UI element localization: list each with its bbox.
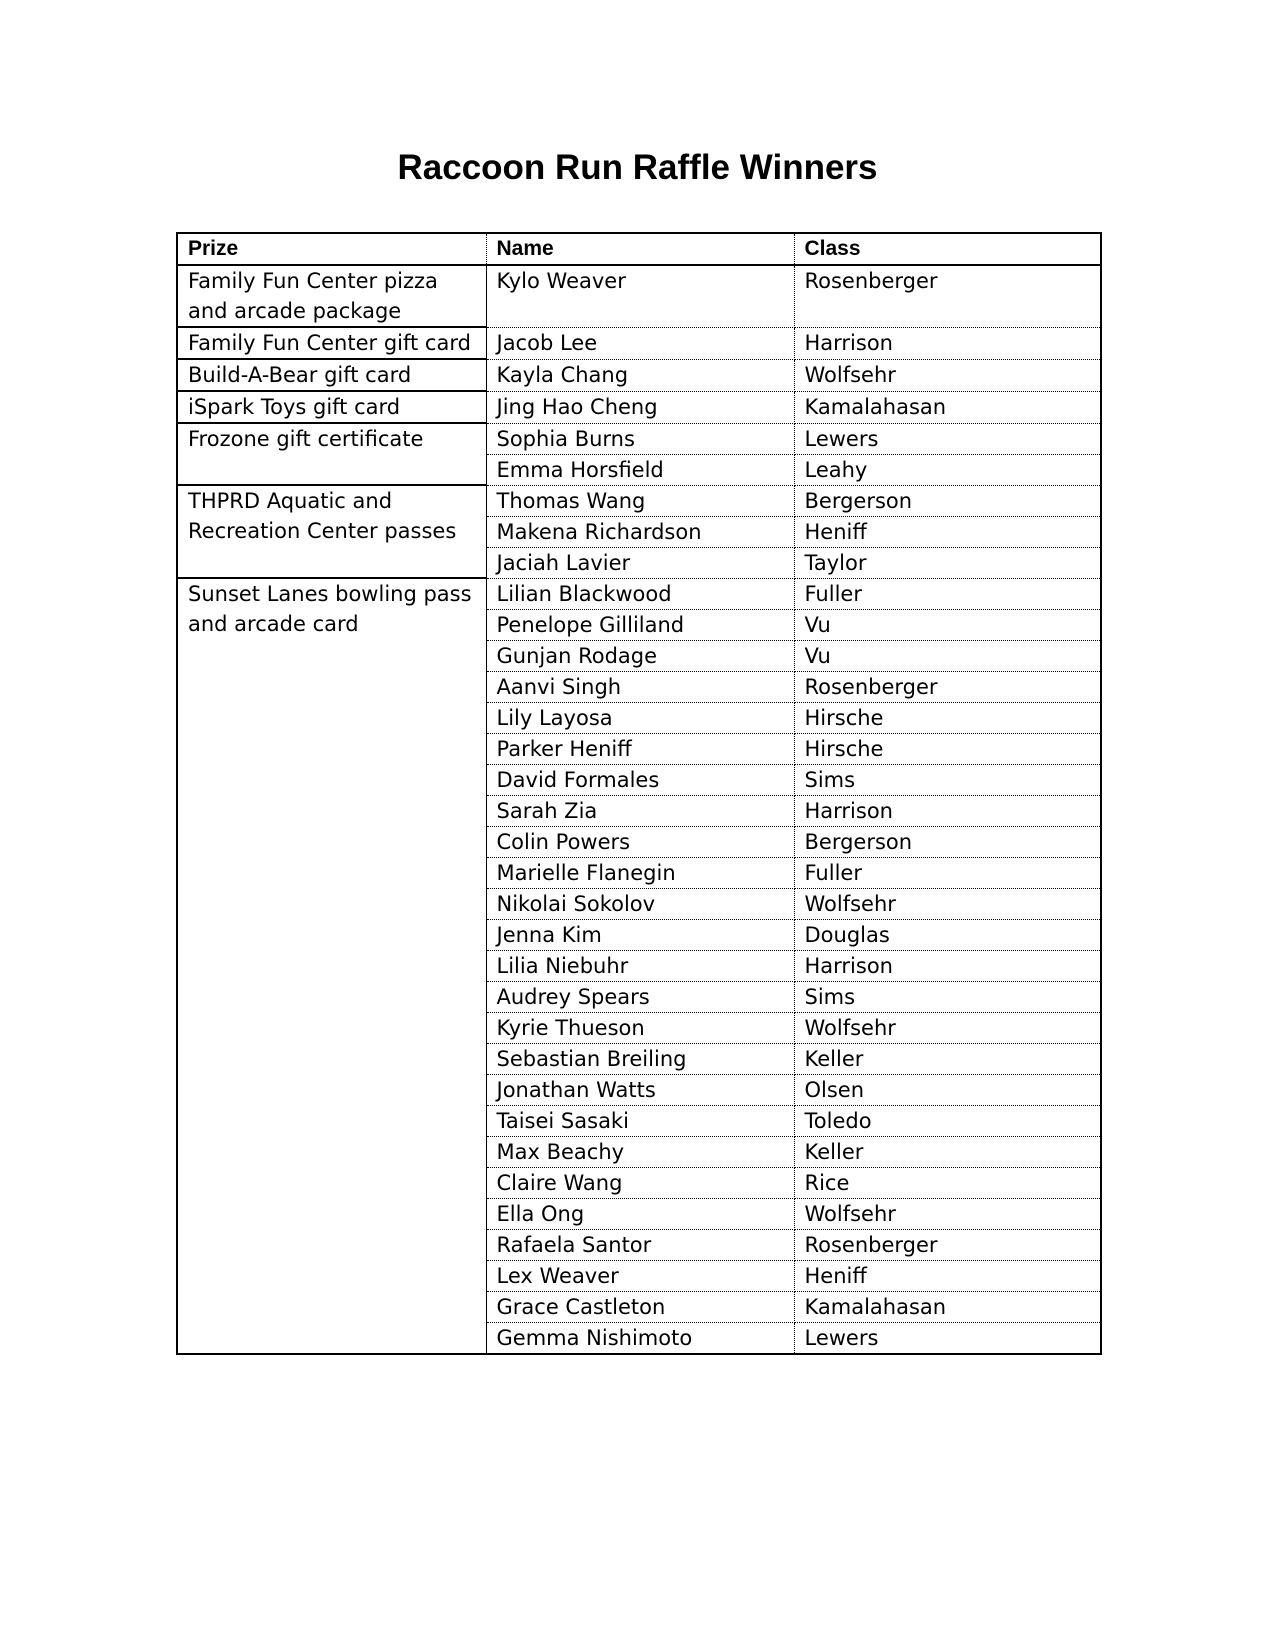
winner-class-cell: Keller xyxy=(794,1136,1101,1167)
winner-class-cell: Kamalahasan xyxy=(794,1291,1101,1322)
winner-name-cell: Gunjan Rodage xyxy=(486,640,794,671)
prize-cell: Sunset Lanes bowling pass and arcade card xyxy=(177,578,486,1354)
winners-table-body xyxy=(177,265,1101,1354)
prize-cell: THPRD Aquatic and Recreation Center passes xyxy=(177,485,486,578)
winner-name-cell: Taisei Sasaki xyxy=(486,1105,794,1136)
winner-name-cell: Thomas Wang xyxy=(486,485,794,516)
winner-class-cell: Leahy xyxy=(794,454,1101,485)
winner-class-cell: Douglas xyxy=(794,919,1101,950)
winner-name-cell: Kyrie Thueson xyxy=(486,1012,794,1043)
winner-class-cell: Keller xyxy=(794,1043,1101,1074)
winner-name-cell: Makena Richardson xyxy=(486,516,794,547)
winner-class-cell: Wolfsehr xyxy=(794,888,1101,919)
winner-name-cell: Ella Ong xyxy=(486,1198,794,1229)
winner-class-cell: Toledo xyxy=(794,1105,1101,1136)
winner-name-cell: Sophia Burns xyxy=(486,423,794,454)
winner-name-cell: Lily Layosa xyxy=(486,702,794,733)
winner-name-cell: Marielle Flanegin xyxy=(486,857,794,888)
winner-name-cell: Jenna Kim xyxy=(486,919,794,950)
prize-column-header: Prize xyxy=(177,233,486,265)
winner-name-cell: Penelope Gilliland xyxy=(486,609,794,640)
winner-name-cell: Audrey Spears xyxy=(486,981,794,1012)
winner-name-cell: Rafaela Santor xyxy=(486,1229,794,1260)
winner-name-cell: Jaciah Lavier xyxy=(486,547,794,578)
winner-name-cell: Jacob Lee xyxy=(486,327,794,359)
winner-class-cell: Fuller xyxy=(794,578,1101,609)
winner-name-cell: David Formales xyxy=(486,764,794,795)
winner-name-cell: Jonathan Watts xyxy=(486,1074,794,1105)
class-column-header: Class xyxy=(794,233,1101,265)
winner-class-cell: Rosenberger xyxy=(794,265,1101,327)
table-row xyxy=(177,485,1101,516)
winner-class-cell: Hirsche xyxy=(794,733,1101,764)
winner-name-cell: Sarah Zia xyxy=(486,795,794,826)
winner-name-cell: Jing Hao Cheng xyxy=(486,391,794,423)
winner-name-cell: Max Beachy xyxy=(486,1136,794,1167)
winner-name-cell: Emma Horsfield xyxy=(486,454,794,485)
winner-name-cell: Gemma Nishimoto xyxy=(486,1322,794,1354)
prize-cell: iSpark Toys gift card xyxy=(177,391,486,423)
winner-name-cell: Claire Wang xyxy=(486,1167,794,1198)
prize-cell: Build-A-Bear gift card xyxy=(177,359,486,391)
winner-name-cell: Nikolai Sokolov xyxy=(486,888,794,919)
table-row xyxy=(177,391,1101,423)
winner-name-cell: Lilia Niebuhr xyxy=(486,950,794,981)
prize-cell: Family Fun Center pizza and arcade package xyxy=(177,265,486,327)
winner-class-cell: Bergerson xyxy=(794,485,1101,516)
prize-cell: Family Fun Center gift card xyxy=(177,327,486,359)
winner-class-cell: Harrison xyxy=(794,950,1101,981)
table-row xyxy=(177,423,1101,454)
winner-name-cell: Kylo Weaver xyxy=(486,265,794,327)
winner-class-cell: Fuller xyxy=(794,857,1101,888)
winner-class-cell: Rosenberger xyxy=(794,1229,1101,1260)
name-column-header: Name xyxy=(486,233,794,265)
winner-class-cell: Sims xyxy=(794,981,1101,1012)
winner-class-cell: Heniff xyxy=(794,516,1101,547)
winner-class-cell: Sims xyxy=(794,764,1101,795)
winner-class-cell: Wolfsehr xyxy=(794,1012,1101,1043)
winner-class-cell: Harrison xyxy=(794,795,1101,826)
winner-class-cell: Heniff xyxy=(794,1260,1101,1291)
winner-name-cell: Lilian Blackwood xyxy=(486,578,794,609)
winner-name-cell: Kayla Chang xyxy=(486,359,794,391)
winner-class-cell: Lewers xyxy=(794,1322,1101,1354)
winner-class-cell: Hirsche xyxy=(794,702,1101,733)
table-row xyxy=(177,327,1101,359)
winner-class-cell: Kamalahasan xyxy=(794,391,1101,423)
winner-name-cell: Aanvi Singh xyxy=(486,671,794,702)
winners-table-container xyxy=(176,232,1100,1355)
winner-class-cell: Rice xyxy=(794,1167,1101,1198)
table-row xyxy=(177,578,1101,609)
page-title: Raccoon Run Raffle Winners xyxy=(397,148,878,187)
winner-name-cell: Lex Weaver xyxy=(486,1260,794,1291)
winner-class-cell: Bergerson xyxy=(794,826,1101,857)
table-row xyxy=(177,359,1101,391)
winner-class-cell: Rosenberger xyxy=(794,671,1101,702)
winner-name-cell: Parker Heniff xyxy=(486,733,794,764)
winner-name-cell: Colin Powers xyxy=(486,826,794,857)
winner-class-cell: Vu xyxy=(794,640,1101,671)
winner-class-cell: Lewers xyxy=(794,423,1101,454)
winner-name-cell: Sebastian Breiling xyxy=(486,1043,794,1074)
winner-class-cell: Wolfsehr xyxy=(794,1198,1101,1229)
winner-class-cell: Harrison xyxy=(794,327,1101,359)
winner-class-cell: Olsen xyxy=(794,1074,1101,1105)
winner-name-cell: Grace Castleton xyxy=(486,1291,794,1322)
winner-class-cell: Wolfsehr xyxy=(794,359,1101,391)
winner-class-cell: Vu xyxy=(794,609,1101,640)
winner-class-cell: Taylor xyxy=(794,547,1101,578)
table-row xyxy=(177,265,1101,327)
table-header-row xyxy=(177,233,1101,265)
winners-table xyxy=(176,232,1102,1355)
prize-cell: Frozone gift certificate xyxy=(177,423,486,485)
